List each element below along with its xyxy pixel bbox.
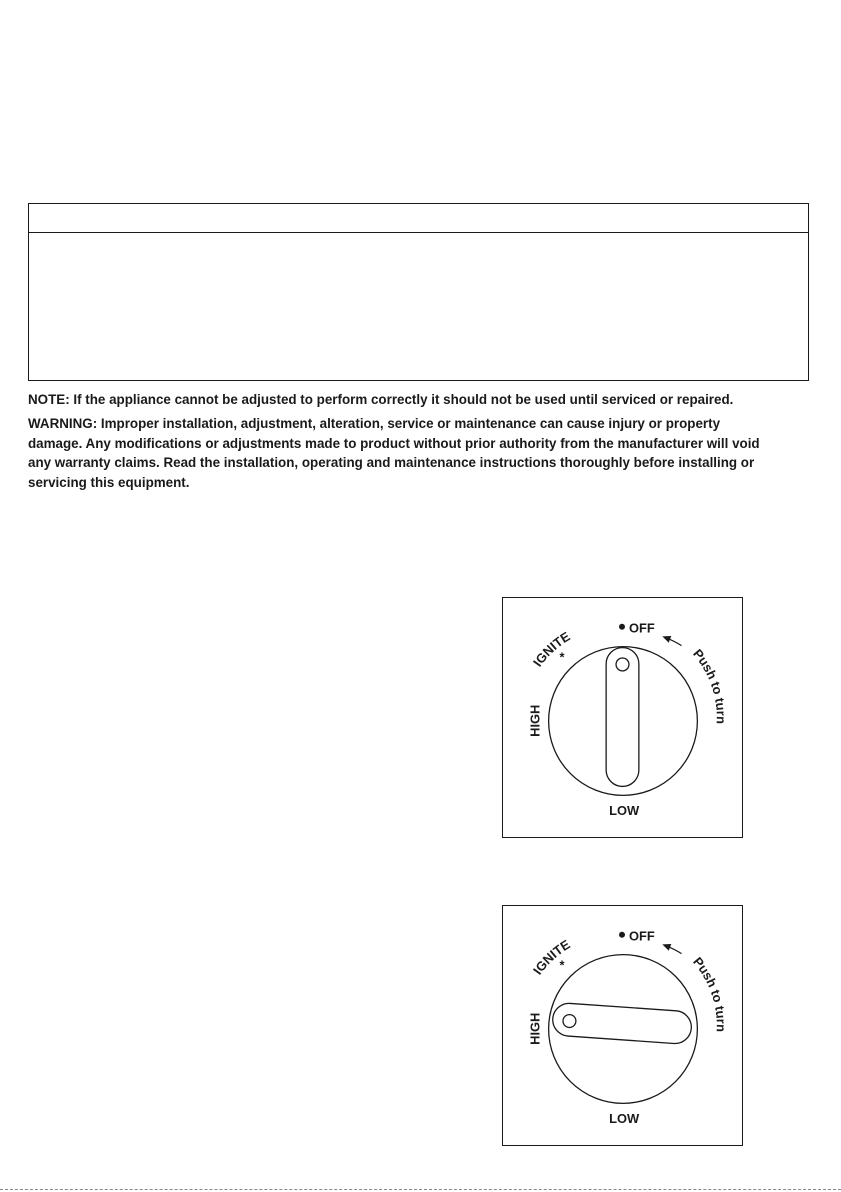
warning-line-2: damage. Any modifications or adjustments made to product without prior authority from the manufacturer will void [28,435,760,451]
knob-diagram-vertical [502,597,743,838]
knob-diagram-high [502,905,743,1146]
ignite-spark-icon: * [559,649,565,665]
info-table [28,203,809,381]
high-label: HIGH [527,704,543,737]
knob-indicator-dot [563,1015,576,1028]
low-label: LOW [609,803,640,819]
turn-arrow-icon [666,638,682,646]
high-label: HIGH [527,1012,543,1045]
off-label: OFF [628,620,655,636]
low-label: LOW [609,1111,640,1127]
warning-line-4: servicing this equipment. [28,474,190,490]
knob-dial-diagram [503,906,742,1145]
table-header-divider [29,232,808,233]
knob-dial-diagram [503,598,742,837]
warning-text [28,414,828,492]
ignite-label: IGNITE [529,628,573,670]
push-to-turn-label: Push to turn [690,646,729,725]
off-label: OFF [628,928,655,944]
off-dot-icon [619,624,625,630]
off-dot-icon [619,932,625,938]
warning-line-1: WARNING: Improper installation, adjustment, alteration, service or maintenance can cause injury or property [28,416,721,431]
page-bottom-rule [0,1189,841,1190]
ignite-label: IGNITE [529,936,573,978]
ignite-spark-icon: * [559,957,565,973]
knob-indicator-dot [616,658,629,671]
note-text: NOTE: If the appliance cannot be adjusted to perform correctly it should not be used until serviced or repaired. [28,392,734,407]
push-to-turn-label: Push to turn [690,954,729,1033]
warning-line-3: any warranty claims. Read the installation, operating and maintenance instructions thoroughly before installing or [28,455,755,470]
turn-arrow-icon [666,946,682,954]
